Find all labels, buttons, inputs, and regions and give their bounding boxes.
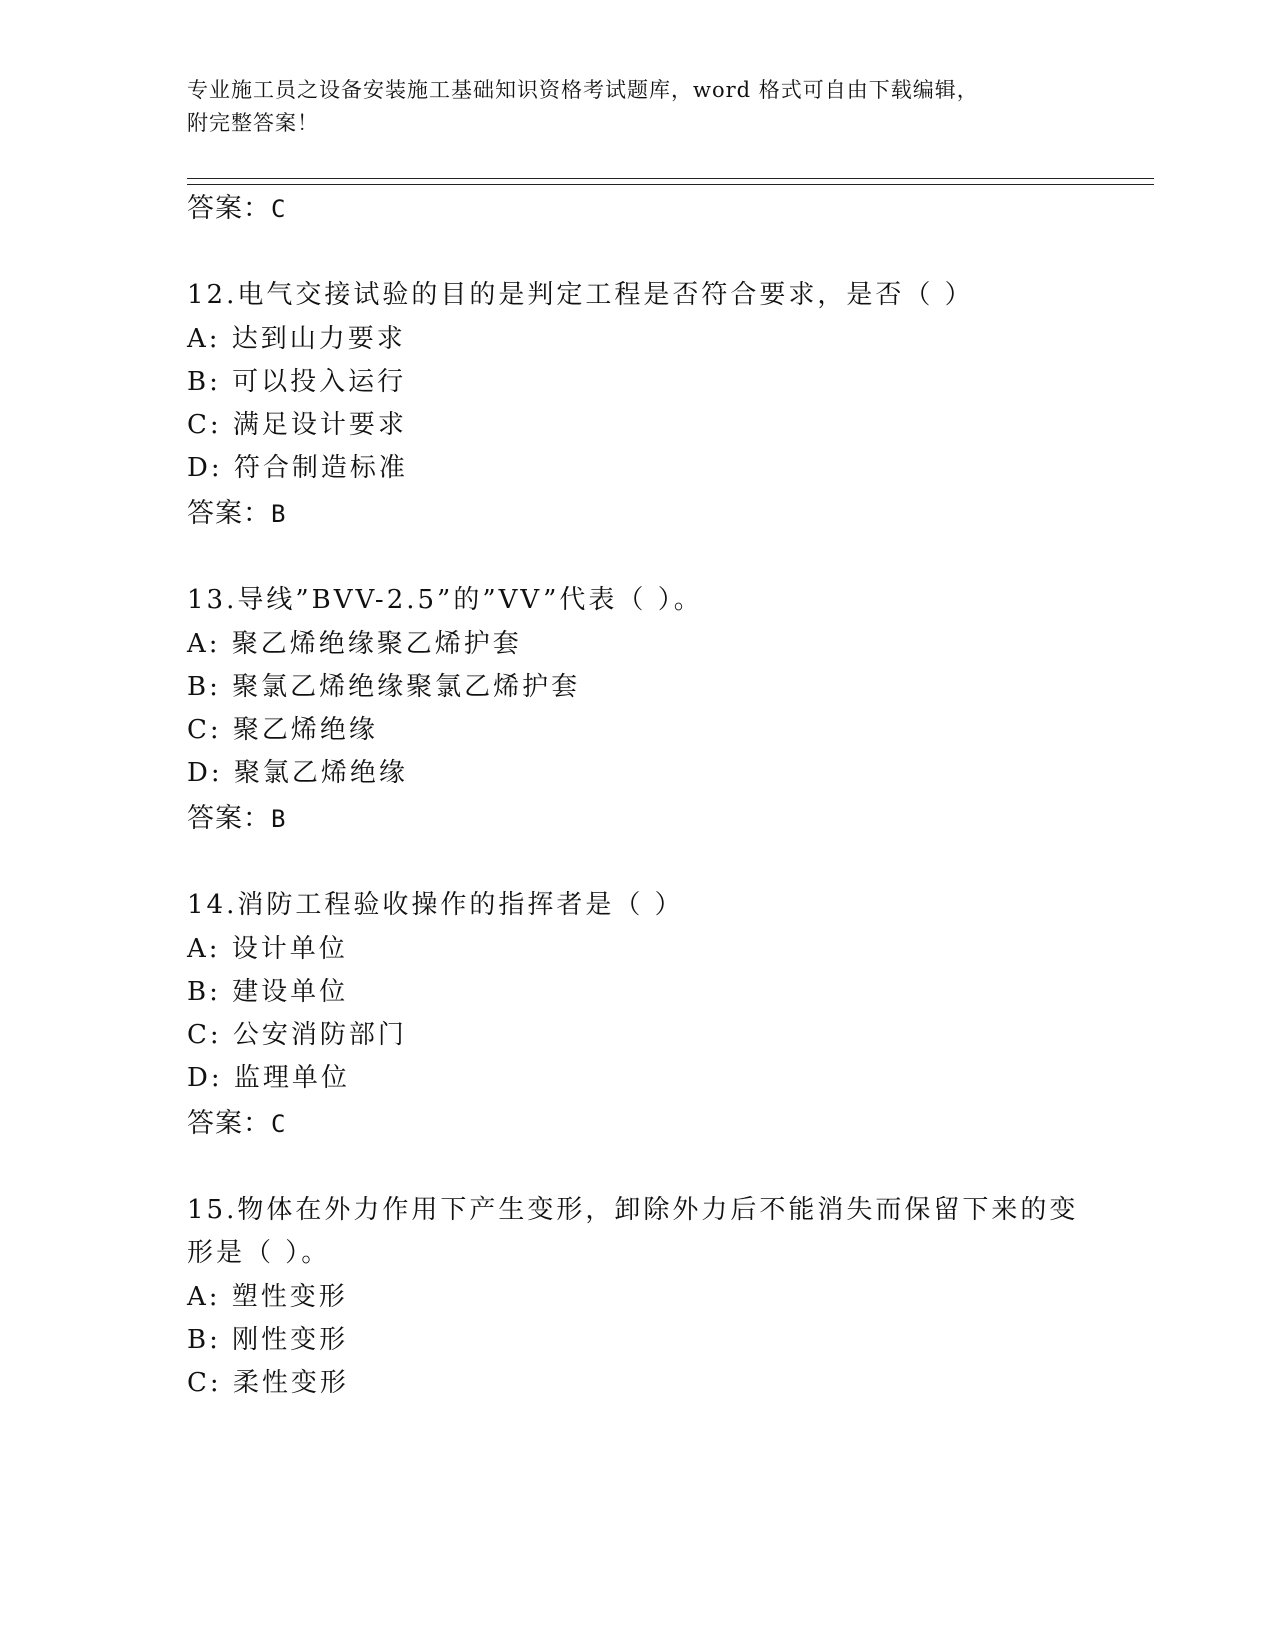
question-stem: 14.消防工程验收操作的指挥者是（ ） [187,890,684,920]
question-stem-line-2: 形是（ ）。 [187,1238,331,1268]
answer-value: B [271,500,287,528]
answer-line [187,491,286,530]
option-b: B: 建设单位 [187,977,349,1007]
option-d: D: 监理单位 [187,1063,350,1093]
question-stem: 12.电气交接试验的目的是判定工程是否符合要求，是否（ ） [187,280,974,310]
answer-line [187,1101,286,1140]
question-stem-line-1: 15.物体在外力作用下产生变形，卸除外力后不能消失而保留下来的变 [187,1195,1079,1225]
answer-line [187,186,286,225]
header-line-1: 专业施工员之设备安装施工基础知识资格考试题库，word 格式可自由下载编辑， [187,78,979,102]
option-c: C: 柔性变形 [187,1368,349,1398]
question-stem: 13.导线”BVV-2.5”的”VV”代表（ ）。 [187,585,703,615]
option-b: B: 刚性变形 [187,1325,349,1355]
header-line-2: 附完整答案！ [187,111,319,135]
option-b: B: 可以投入运行 [187,367,407,397]
answer-label: 答案： [187,498,271,529]
answer-value: C [271,195,287,223]
option-c: C: 公安消防部门 [187,1020,407,1050]
page-header [187,74,1067,140]
option-d: D: 符合制造标准 [187,453,408,483]
option-a: A: 塑性变形 [187,1282,348,1312]
answer-label: 答案： [187,193,271,224]
option-c: C: 聚乙烯绝缘 [187,715,378,745]
answer-line [187,796,286,835]
option-b: B: 聚氯乙烯绝缘聚氯乙烯护套 [187,672,581,702]
option-a: A: 聚乙烯绝缘聚乙烯护套 [187,629,522,659]
answer-label: 答案： [187,803,271,834]
option-c: C: 满足设计要求 [187,410,407,440]
answer-value: C [271,1110,287,1138]
answer-value: B [271,805,287,833]
option-a: A: 设计单位 [187,934,348,964]
option-d: D: 聚氯乙烯绝缘 [187,758,408,788]
answer-label: 答案： [187,1108,271,1139]
header-divider [187,178,1154,185]
option-a: A: 达到山力要求 [187,324,406,354]
